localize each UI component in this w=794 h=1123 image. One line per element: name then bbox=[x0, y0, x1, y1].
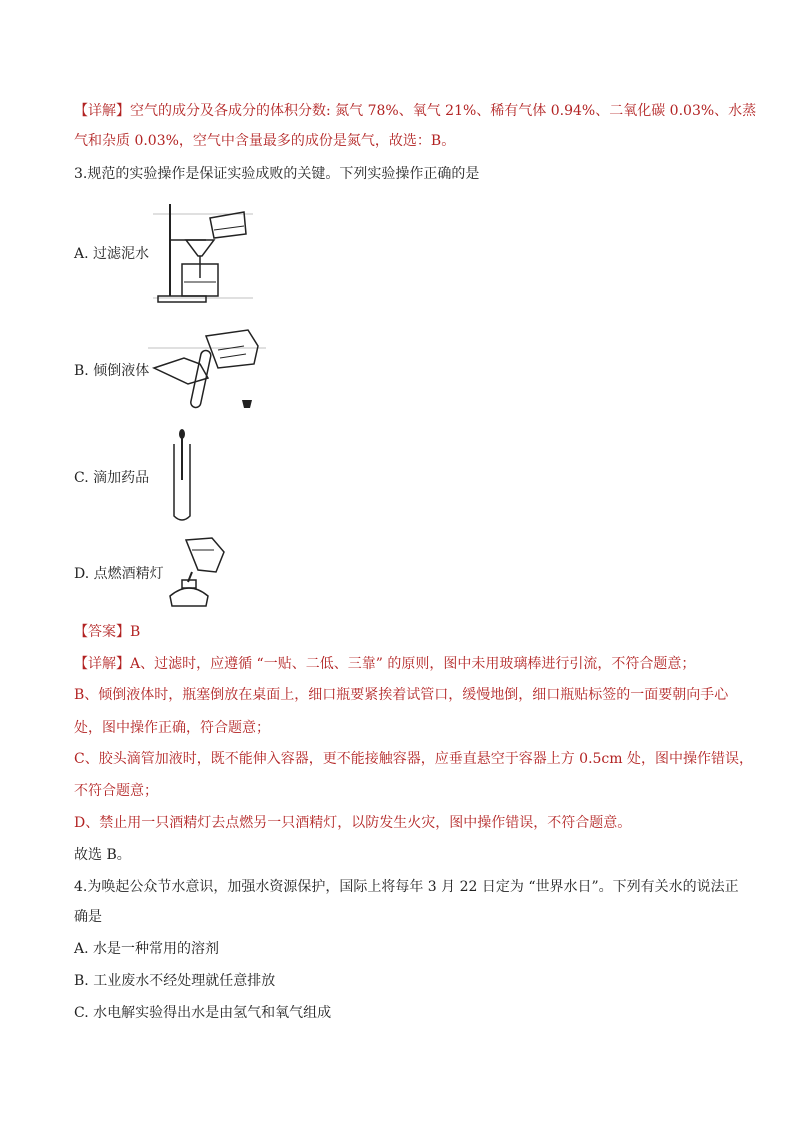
lighting-alcohol-lamp-illustration bbox=[162, 536, 232, 610]
explanation-line-3: 处，图中操作正确，符合题意； bbox=[74, 720, 270, 736]
explanation-line-6: D、禁止用一只酒精灯去点燃另一只酒精灯，以防发生火灾，图中操作错误，不符合题意。 bbox=[74, 815, 632, 831]
explanation-line-2: B、倾倒液体时，瓶塞倒放在桌面上，细口瓶要紧挨着试管口，缓慢地倒，细口瓶贴标签的一面要朝向手心 bbox=[74, 687, 729, 703]
question-4-line1: 4.为唤起公众节水意识，加强水资源保护，国际上将每年 3 月 22 日定为 “世界水日”。下列有关水的说法正 bbox=[74, 879, 739, 895]
explanation-line-1: 【详解】A、过滤时，应遵循 “一贴、二低、三靠” 的原则，图中未用玻璃棒进行引流，不符合题意； bbox=[74, 656, 696, 672]
explanation-line-5: 不符合题意； bbox=[74, 783, 158, 799]
question-4-option-b: B. 工业废水不经处理就任意排放 bbox=[74, 973, 276, 989]
question-3: 3.规范的实验操作是保证实验成败的关键。下列实验操作正确的是 bbox=[74, 166, 480, 182]
detail-para-1-line2: 气和杂质 0.03%，空气中含量最多的成份是氮气，故选：B。 bbox=[74, 133, 456, 149]
question-4-line2: 确是 bbox=[74, 909, 102, 925]
option-a-label: A. 过滤泥水 bbox=[74, 246, 150, 262]
pouring-liquid-illustration bbox=[148, 328, 266, 412]
detail-para-1-line1: 【详解】空气的成分及各成分的体积分数: 氮气 78%、氧气 21%、稀有气体 0.94%、二氧化碳 0.03%、水蒸 bbox=[74, 103, 757, 119]
option-b-label: B. 倾倒液体 bbox=[74, 363, 150, 379]
question-4-option-c: C. 水电解实验得出水是由氢气和氧气组成 bbox=[74, 1005, 332, 1021]
conclusion: 故选 B。 bbox=[74, 847, 131, 863]
explanation-line-4: C、胶头滴管加液时，既不能伸入容器，更不能接触容器，应垂直悬空于容器上方 0.5cm 处，图中操作错误， bbox=[74, 751, 753, 767]
answer: 【答案】B bbox=[74, 624, 141, 640]
dropping-reagent-illustration bbox=[170, 428, 194, 526]
option-c-label: C. 滴加药品 bbox=[74, 470, 150, 486]
question-4-option-a: A. 水是一种常用的溶剂 bbox=[74, 941, 220, 957]
option-d-label: D. 点燃酒精灯 bbox=[74, 566, 164, 582]
filtration-illustration bbox=[148, 200, 258, 308]
